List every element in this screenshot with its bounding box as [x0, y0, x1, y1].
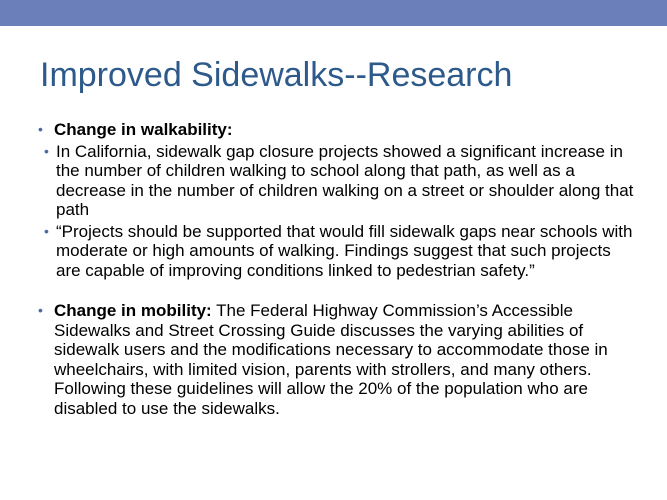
bullet-dot-icon: • — [44, 142, 49, 159]
bullet-dot-icon: • — [38, 302, 43, 318]
slide-title: Improved Sidewalks--Research — [40, 56, 513, 94]
slide-content — [38, 120, 638, 418]
mobility-text: The Federal Highway Commission’s Accessible Sidewalks and Street Crossing Guide discusses the varying abilities of sidewalk users and the modifications necessary to accommodate those in wheelchairs, with limited vision, parents with strollers, and many others. Following these guidelines will allow the 20% of the population who are disabled to use the sidewalks. — [54, 301, 608, 418]
mobility-heading: Change in mobility: — [54, 301, 212, 320]
sub-bullet-text: “Projects should be supported that would fill sidewalk gaps near schools with moderate or high amounts of walking. Findings suggest that such projects are capable of improving conditions linked to pedestrian safety.” — [56, 221, 633, 280]
bullet-mobility — [38, 301, 638, 418]
bullet-walkability — [38, 120, 638, 140]
sub-bullet-quote — [44, 222, 638, 281]
bullet-dot-icon: • — [38, 121, 43, 137]
sub-bullet-text: In California, sidewalk gap closure projects showed a significant increase in the number of children walking to school along that path, as well as a decrease in the number of children walking on a street or shoulder along that path — [56, 141, 634, 219]
top-accent-bar — [0, 0, 667, 26]
bullet-dot-icon: • — [44, 222, 49, 239]
sub-bullet-california — [44, 142, 638, 220]
walkability-heading: Change in walkability: — [54, 120, 233, 139]
